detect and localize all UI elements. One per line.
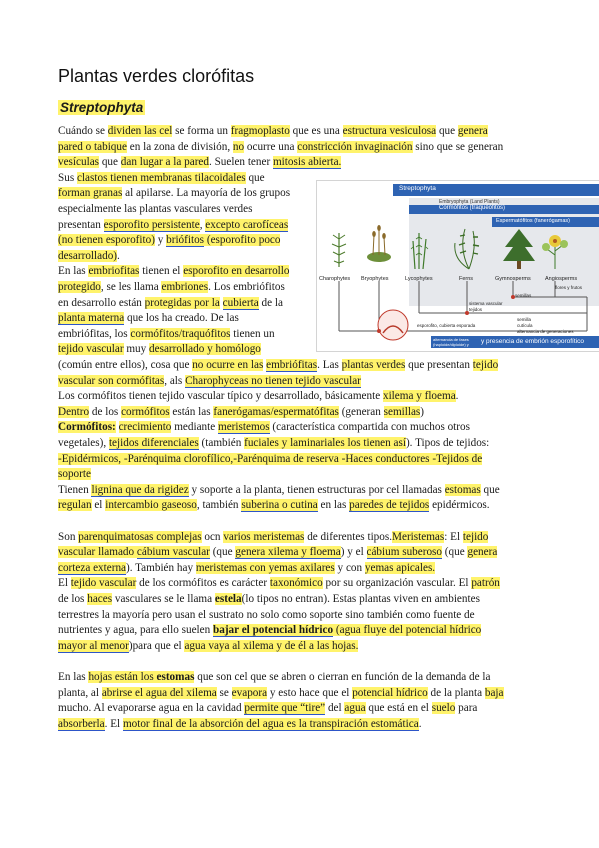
text-line — [58, 623, 481, 637]
text-line — [58, 498, 490, 512]
text-segment: fragmoplasto — [230, 125, 290, 137]
text-segment: ocn — [201, 530, 224, 543]
text-segment: están las — [169, 405, 214, 418]
text-segment: yemas apicales. — [364, 561, 436, 574]
text-segment: en desarrollo están — [58, 296, 145, 309]
text-line — [58, 280, 285, 294]
text-segment: especialmente las plantas vasculares verdes — [58, 203, 253, 215]
text-segment: embriófitas — [266, 359, 318, 371]
text-segment: en las — [317, 499, 350, 512]
text-segment: epidérmicos. — [429, 499, 490, 512]
text-line — [58, 358, 498, 372]
text-segment: briófitos — [166, 234, 205, 247]
taxon-label: Lycophytes — [405, 276, 433, 282]
text-segment: potencial hídrico — [352, 686, 428, 699]
text-segment: ). Tipos de tejidos: — [405, 437, 490, 449]
text-segment: terrestres la mayoría pero usan el sustrato no solo como soporte sino también como fuente de — [58, 608, 475, 621]
text-segment: . Los embriófitos — [208, 281, 285, 293]
text-segment: . — [117, 249, 120, 262]
text-segment: lignina que da rigidez — [91, 483, 189, 496]
text-segment: muy — [123, 343, 150, 356]
text-segment: . Las — [317, 359, 342, 371]
text-segment: )para que el — [128, 639, 185, 652]
text-segment: vascular son cormófitas — [58, 374, 165, 387]
text-segment: vascular llamado — [58, 546, 137, 559]
annotation-label: sistema vascular — [469, 301, 503, 306]
text-segment: estela — [214, 593, 242, 605]
text-segment: baja — [484, 686, 504, 699]
text-segment: y — [154, 234, 167, 247]
text-segment: taxonómico — [269, 577, 323, 590]
text-segment: bajar el potencial hídrico — [213, 624, 334, 637]
text-segment: se forma un — [172, 125, 231, 137]
text-segment: (común entre ellos), cosa que — [58, 359, 193, 371]
text-segment: que presentan — [405, 359, 473, 371]
text-segment: al apilarse. La mayoría de los grupos — [122, 187, 291, 200]
text-segment: motor final de la absorción del agua es la transpiración estomática — [122, 717, 419, 730]
text-segment: no ocurre en las — [192, 359, 264, 371]
text-segment: Cuándo se — [58, 125, 108, 137]
text-segment: patrón — [471, 577, 500, 590]
text-line — [58, 155, 341, 169]
text-line — [58, 374, 361, 388]
text-line — [58, 717, 421, 731]
text-segment: desarrollado y homólogo — [149, 343, 261, 356]
text-segment: agua — [344, 702, 366, 715]
lycophyte-illustration — [411, 233, 428, 269]
text-segment: se — [216, 686, 232, 699]
text-segment: que los ha creado. De las — [124, 312, 239, 325]
text-segment: y esto hace que el — [267, 686, 353, 699]
text-segment: En las — [58, 265, 89, 278]
text-segment: . — [418, 717, 422, 730]
text-line — [58, 327, 275, 341]
text-segment: esporofito en desarrollo — [183, 265, 290, 278]
text-segment: , se les llama — [100, 281, 162, 293]
text-line — [58, 389, 458, 403]
text-segment: . Suelen tener — [208, 156, 273, 169]
text-line — [58, 436, 489, 450]
text-line — [58, 171, 265, 185]
text-segment: ). También hay — [126, 561, 196, 574]
text-segment: que — [99, 156, 121, 169]
text-segment: ) — [420, 405, 425, 418]
text-segment: genera — [467, 546, 498, 559]
text-segment: (esporofito poco — [204, 234, 281, 247]
text-segment: protegidas por la — [144, 296, 220, 309]
text-segment: haces — [87, 593, 113, 605]
figure-bar-label: Espermatófitos (fanerógamas) — [496, 218, 570, 224]
figure-bar-label: Cormófitos (traquéófitos) — [439, 205, 506, 211]
figure-bar-label: y presencia de embrión esporofítico — [481, 338, 584, 345]
text-segment: tejido — [462, 530, 489, 543]
text-segment: Los cormófitos tienen tejido vascular típico y desarrollado, básicamente — [58, 390, 383, 403]
text-segment: cormófitos/traquófitos — [130, 327, 231, 340]
text-segment: cubierta — [222, 296, 259, 309]
text-segment: que — [480, 483, 500, 496]
text-segment: Sus — [58, 171, 77, 184]
text-segment: . — [455, 390, 459, 403]
text-segment: dan lugar a la pared — [120, 156, 209, 169]
text-line — [58, 608, 475, 622]
text-segment: (que — [442, 546, 468, 559]
text-segment: del — [325, 702, 345, 715]
text-line — [58, 452, 482, 466]
text-segment: (característica compartida con muchos otros — [269, 421, 470, 434]
text-segment: hojas están los — [88, 671, 157, 683]
text-segment: planta materna — [58, 312, 125, 325]
annotation-label: semilla — [517, 317, 532, 322]
text-segment: tejidos diferenciales — [108, 437, 199, 449]
text-segment: fanerógamas/espermatófitas — [213, 405, 339, 418]
text-line — [58, 530, 488, 544]
text-segment: (que — [209, 546, 236, 559]
page-title: Plantas verdes clorófitas — [58, 66, 255, 86]
text-segment: excepto carofíceas — [205, 218, 289, 231]
text-line — [58, 311, 239, 325]
text-segment: que — [436, 125, 458, 137]
text-segment: forman granas — [58, 187, 123, 200]
text-segment: ) y el — [340, 546, 367, 559]
text-segment: de los — [58, 593, 88, 605]
text-segment: de la — [258, 296, 283, 309]
text-segment: ocurre una — [244, 140, 298, 153]
text-line — [58, 701, 477, 715]
text-segment: tienen el — [139, 265, 184, 278]
section-heading: Streptophyta — [60, 100, 144, 115]
angiosperm-illustration — [542, 235, 568, 269]
text-segment: dividen las cel — [107, 125, 173, 137]
text-line — [58, 545, 497, 559]
taxon-label: Ferns — [459, 276, 474, 282]
text-segment: abrirse el agua del xilema — [101, 686, 217, 699]
text-segment: sino que se generan — [412, 140, 504, 153]
text-segment: regulan — [58, 499, 92, 512]
text-line — [58, 483, 500, 497]
text-segment: embriofitas — [88, 265, 140, 278]
text-segment: suelo — [431, 702, 456, 715]
text-segment: tejido vascular — [58, 343, 124, 356]
text-line — [58, 592, 480, 606]
text-segment: tejido — [472, 359, 499, 371]
text-segment: pared o tabique — [58, 140, 127, 153]
text-line — [58, 670, 490, 684]
annotation-label: cutícula — [517, 323, 533, 328]
figure-bar-label: Streptophyta — [399, 185, 436, 192]
text-segment: cábium vascular — [136, 546, 210, 559]
text-line — [58, 218, 288, 232]
annotation-label: flores y frutos — [555, 285, 583, 290]
text-segment: Dentro — [58, 405, 90, 418]
text-segment: semillas — [383, 405, 421, 418]
text-segment: genera — [457, 125, 488, 137]
text-line — [58, 639, 358, 653]
text-line — [58, 233, 280, 247]
text-segment: El — [58, 577, 71, 590]
text-segment: protegido — [58, 281, 101, 293]
bryophyte-illustration — [367, 225, 391, 262]
text-line — [58, 405, 424, 419]
text-segment: plantas verdes — [341, 359, 406, 371]
text-segment: presentan — [58, 218, 104, 231]
taxon-label: Charophytes — [319, 276, 351, 282]
annotation-label: esporofito, cubierta esporada — [417, 323, 476, 328]
text-line — [58, 264, 289, 278]
taxon-label: Bryophytes — [361, 276, 389, 282]
text-segment: , también — [196, 499, 242, 512]
text-segment: Cormófitos: — [58, 421, 116, 434]
text-segment: desarrollado) — [58, 249, 118, 262]
text-segment: , — [199, 218, 206, 231]
text-line — [58, 561, 435, 575]
text-segment: de los cormófitos es carácter — [136, 577, 270, 590]
text-segment: mitosis abierta. — [272, 156, 342, 169]
text-segment: para — [455, 702, 478, 715]
text-segment: en la zona de división, — [126, 140, 233, 153]
text-line — [58, 140, 503, 154]
text-segment: xilema y floema — [382, 390, 456, 403]
text-segment: no — [232, 140, 245, 153]
text-segment: absorberla — [58, 717, 105, 730]
taxon-label: Angiosperms — [545, 276, 578, 282]
text-segment: vasculares se le llama — [112, 593, 215, 605]
text-line — [58, 420, 470, 434]
text-segment: paredes de tejidos — [349, 499, 430, 512]
phylogeny-figure — [316, 180, 599, 352]
fern-illustration — [455, 229, 479, 269]
text-segment: de diferentes tipos. — [304, 530, 393, 543]
text-segment: que son cel que se abren o cierran en función de la demanda de la — [194, 671, 491, 683]
text-segment: de los — [89, 405, 122, 418]
text-line — [58, 342, 261, 356]
text-segment: (generan — [338, 405, 384, 418]
text-segment: estomas — [156, 671, 195, 683]
text-segment: esporofito persistente — [103, 218, 200, 231]
text-segment: . El — [104, 717, 123, 730]
text-line — [58, 249, 120, 263]
text-segment: de la planta — [427, 686, 485, 699]
figure-group-label: Embryophyta (Land Plants) — [439, 199, 500, 205]
text-segment: estructura vesiculosa — [342, 125, 437, 137]
text-segment: crecimiento — [118, 421, 172, 434]
annotation-label: tejidos — [469, 307, 483, 312]
text-segment: mayor al menor — [58, 639, 129, 652]
text-segment: tienen un — [230, 327, 275, 340]
text-segment: genera xilema y floema — [235, 546, 341, 559]
text-line — [58, 467, 91, 481]
text-line — [58, 296, 283, 310]
text-segment: soporte — [58, 468, 91, 481]
text-segment: el — [91, 499, 106, 512]
text-segment: Meristemas — [392, 530, 445, 543]
charophyte-illustration — [332, 233, 346, 267]
taxon-label: Gymnosperms — [495, 276, 531, 282]
text-line — [58, 202, 252, 216]
text-segment: : El — [444, 530, 463, 543]
text-segment: meristemos — [218, 421, 270, 434]
text-line — [58, 124, 488, 138]
text-segment: estomas — [444, 483, 481, 496]
text-segment: planta, al — [58, 686, 102, 699]
text-segment: que está en el — [365, 702, 432, 715]
gymnosperm-illustration — [503, 229, 535, 269]
text-segment: que es una — [289, 125, 343, 137]
annotation-label: semillas — [515, 293, 532, 298]
text-segment: -Epidérmicos, -Parénquima clorofílico,-Parénquima de reserva -Haces conductores -Tejidos de — [58, 452, 483, 465]
text-segment: tejido vascular — [70, 577, 137, 590]
text-segment: y con — [334, 561, 365, 574]
text-segment: Tienen — [58, 483, 92, 496]
text-segment: (no tienen esporofito) — [58, 234, 155, 247]
text-segment: vegetales), — [58, 437, 109, 449]
text-segment: fuciales y laminariales los tienen así — [244, 437, 406, 449]
text-segment: intercambio gaseoso — [105, 499, 197, 512]
figure-bar-small-label: alternancia de fases (haploide/diploide) y mucho más — [433, 337, 469, 352]
text-segment: parenquimatosas complejas — [78, 530, 202, 543]
plant-illustrations — [332, 225, 568, 269]
text-segment: y soporte a la planta, tienen estructuras por cel llamadas — [188, 483, 445, 496]
text-line — [58, 686, 504, 700]
text-segment: mediante — [171, 421, 219, 434]
text-segment: vesículas — [58, 156, 100, 169]
text-segment: evapora — [231, 686, 268, 699]
text-segment: (también — [198, 437, 245, 449]
text-segment: Son — [58, 530, 79, 543]
text-segment: (lo tipos no entran). Estas plantas viven en ambientes — [241, 593, 480, 605]
text-segment: clastos tienen membranas tilacoidales — [76, 171, 246, 184]
text-segment: En las — [58, 671, 89, 683]
text-segment: agua vaya al xilema y de él a las hojas. — [184, 639, 359, 652]
text-line — [58, 186, 290, 200]
text-segment: embriones — [161, 281, 209, 293]
text-segment: cábium suberoso — [366, 546, 442, 559]
text-line — [58, 576, 500, 590]
text-segment: suberina o cutina — [241, 499, 318, 512]
text-segment: mucho. Al evaporarse agua en la cavidad — [58, 702, 245, 715]
text-segment: (agua fluye del potencial hídrico — [333, 624, 482, 637]
figure-bar-embryo — [431, 336, 599, 352]
text-segment: que — [245, 171, 265, 184]
text-segment: meristemas con yemas axilares — [195, 561, 335, 574]
text-segment: corteza externa — [58, 561, 127, 574]
annotation-label: alternancia de generaciones — [517, 329, 574, 334]
text-segment: constricción invaginación — [297, 140, 413, 153]
text-segment: varios meristemas — [223, 530, 305, 543]
text-segment: Charophyceas no tienen tejido vascular — [185, 374, 361, 387]
text-segment: por su organización vascular. El — [322, 577, 472, 590]
text-segment: cormófitos — [121, 405, 170, 418]
text-segment: , als — [164, 374, 186, 387]
text-segment: nutrientes y agua, para ello suelen — [58, 624, 214, 637]
text-segment: embriófitas, los — [58, 327, 131, 340]
text-segment: permite que “tire” — [244, 702, 326, 715]
